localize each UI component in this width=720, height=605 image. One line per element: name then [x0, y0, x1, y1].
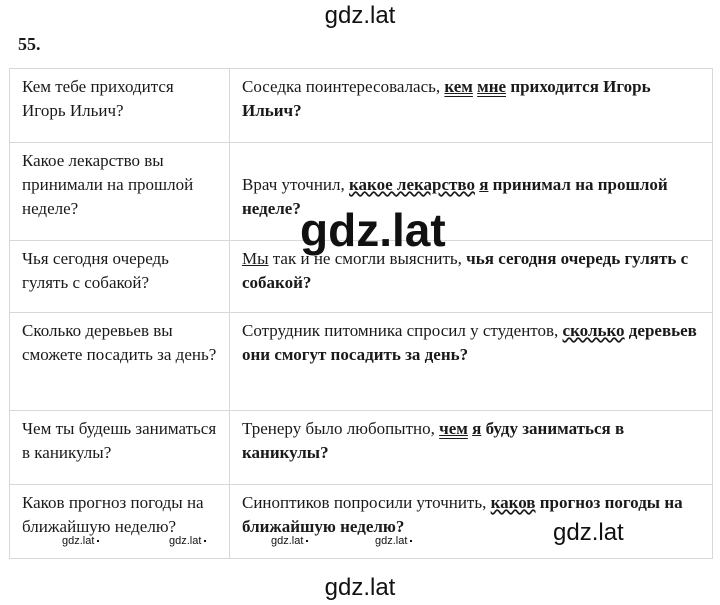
watermark-small: gdz.lat [62, 535, 99, 547]
answer-text: Тренеру было любопытно, [242, 419, 440, 438]
table-row [10, 69, 713, 143]
answer-underlined: сколько [562, 321, 625, 340]
task-number: 55. [18, 34, 41, 54]
answer-text: Сотрудник питомника спросил у студентов, [242, 321, 563, 340]
answer-bold: буду заниматься в каникулы? [242, 419, 625, 462]
answer-underlined: чем [439, 419, 468, 438]
answer-text: Врач уточнил, [242, 175, 349, 194]
question-cell: Кем тебе приходится Игорь Ильич? [10, 69, 230, 143]
answer-bold: принимал на прошлой неделе? [242, 175, 668, 218]
table-row [10, 411, 713, 485]
watermark-small: gdz.lat [375, 535, 412, 547]
answer-underlined: я [472, 419, 482, 438]
answer-bold: деревьев они смогут посадить за день? [242, 321, 697, 364]
answer-text: Синоптиков попросили уточнить, [242, 493, 491, 512]
answer-cell [230, 485, 713, 559]
answer-text: так и не смогли выяснить, [268, 249, 467, 268]
answer-underlined: Мы [242, 249, 269, 268]
answer-cell [230, 313, 713, 411]
watermark-center: gdz.lat [300, 204, 446, 256]
answer-underlined: я [479, 175, 489, 194]
question-cell: Сколько деревьев вы сможете посадить за день? [10, 313, 230, 411]
question-cell: Чем ты будешь заниматься в каникулы? [10, 411, 230, 485]
watermark-right: gdz.lat [553, 519, 624, 546]
watermark-bottom: gdz.lat [324, 574, 396, 601]
question-cell: Каков прогноз погоды на ближайшую неделю? [10, 485, 230, 559]
answer-text: Соседка поинтересовалась, [242, 77, 445, 96]
answer-bold: чья сегодня очередь гулять с собакой? [242, 249, 689, 292]
answer-bold: прогноз погоды на ближайшую неделю? [242, 493, 683, 536]
table-row [10, 313, 713, 411]
answer-cell [230, 69, 713, 143]
answer-underlined: каков [490, 493, 536, 512]
watermark-top: gdz.lat [324, 2, 396, 29]
answer-underlined: мне [477, 77, 507, 96]
answer-underlined: кем [444, 77, 473, 96]
watermark-small: gdz.lat [271, 535, 308, 547]
answer-cell [230, 411, 713, 485]
question-cell: Какое лекарство вы принимали на прошлой неделе? [10, 143, 230, 241]
answer-table [9, 68, 713, 559]
question-cell: Чья сегодня очередь гулять с собакой? [10, 241, 230, 313]
answer-underlined: какое лекарство [349, 175, 475, 194]
answer-bold: приходится Игорь Ильич? [242, 77, 651, 120]
watermark-small: gdz.lat [169, 535, 206, 547]
